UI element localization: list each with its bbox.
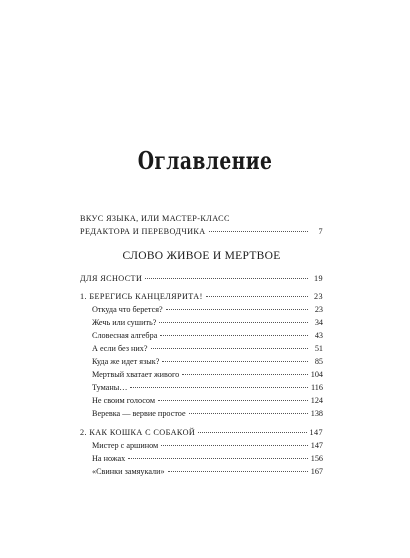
toc-list-item[interactable] [80,329,323,342]
leader-dots [209,231,308,232]
toc-chapter1-page: 23 [314,292,323,301]
toc-list-item[interactable] [80,355,323,368]
toc-intro-line1: ВКУС ЯЗЫКА, ИЛИ МАСТЕР-КЛАСС [80,214,230,223]
toc-intro-line2: РЕДАКТОРА И ПЕРЕВОДЧИКА [80,227,206,236]
toc-row [80,272,323,285]
section-heading: СЛОВО ЖИВОЕ И МЕРТВОЕ [122,250,281,262]
toc-intro-line2-row [80,225,323,238]
toc-item-label: «Свинки замяукали» [92,467,165,476]
toc-list-item[interactable] [80,394,323,407]
toc-list-item[interactable] [80,452,323,465]
toc-chapter2-page: 147 [309,428,323,437]
toc-item-page: 51 [314,344,323,353]
toc-item-label: Веревка — вервие простое [92,409,186,418]
toc-item-page: 34 [314,318,323,327]
leader-dots [145,278,308,279]
toc-list-item[interactable] [80,407,323,420]
toc-item-label: Куда же идет язык? [92,357,160,366]
toc-chapter2-heading[interactable] [80,426,323,439]
leader-dots [189,413,308,414]
toc-item-page: 147 [310,441,323,450]
toc-chapter1-heading[interactable] [80,290,323,303]
toc-item-label: Жечь или сушить? [92,318,157,327]
toc-list-item[interactable] [80,303,323,316]
leader-dots [166,309,308,310]
toc-item-page: 104 [310,370,323,379]
toc-list-item[interactable] [80,316,323,329]
toc-item-page: 156 [310,454,323,463]
leader-dots [161,445,307,446]
toc-clarity-entry[interactable] [80,272,323,285]
toc-intro-page: 7 [318,227,323,236]
toc-chapter2-label: 2. КАК КОШКА С СОБАКОЙ [80,428,196,437]
toc-clarity-label: ДЛЯ ЯСНОСТИ [80,274,143,283]
toc-chapter2 [80,426,323,478]
leader-dots [151,348,308,349]
leader-dots [128,458,307,459]
toc-item-page: 124 [310,396,323,405]
toc-list-item[interactable] [80,439,323,452]
toc-item-label: Не своим голосом [92,396,156,405]
toc-clarity-page: 19 [314,274,323,283]
page-title: Оглавление [137,146,273,175]
toc-item-label: Туманы… [92,383,128,392]
toc-list-item[interactable] [80,381,323,394]
leader-dots [130,387,308,388]
toc-list-item[interactable] [80,368,323,381]
leader-dots [182,374,308,375]
toc-item-label: Мистер с аршином [92,441,159,450]
toc-item-label: На ножах [92,454,126,463]
leader-dots [206,296,308,297]
toc-chapter1-label: 1. БЕРЕГИСЬ КАНЦЕЛЯРИТА! [80,292,203,301]
toc-item-page: 167 [310,467,323,476]
leader-dots [198,432,306,433]
toc-list-item[interactable] [80,342,323,355]
toc-item-label: Мертвый хватает живого [92,370,180,379]
toc-chapter1 [80,290,323,420]
leader-dots [168,471,308,472]
toc-item-label: Словесная алгебра [92,331,158,340]
toc-item-page: 116 [311,383,323,392]
leader-dots [160,335,308,336]
toc-intro-entry[interactable] [80,213,323,238]
toc-item-label: Откуда что берется? [92,305,163,314]
toc-list-item[interactable] [80,465,323,478]
leader-dots [159,322,308,323]
toc-item-page: 85 [314,357,323,366]
toc-item-page: 43 [314,331,323,340]
leader-dots [162,361,308,362]
toc-item-page: 138 [310,409,323,418]
toc-item-label: А если без них? [92,344,148,353]
toc-item-page: 23 [314,305,323,314]
leader-dots [158,400,308,401]
